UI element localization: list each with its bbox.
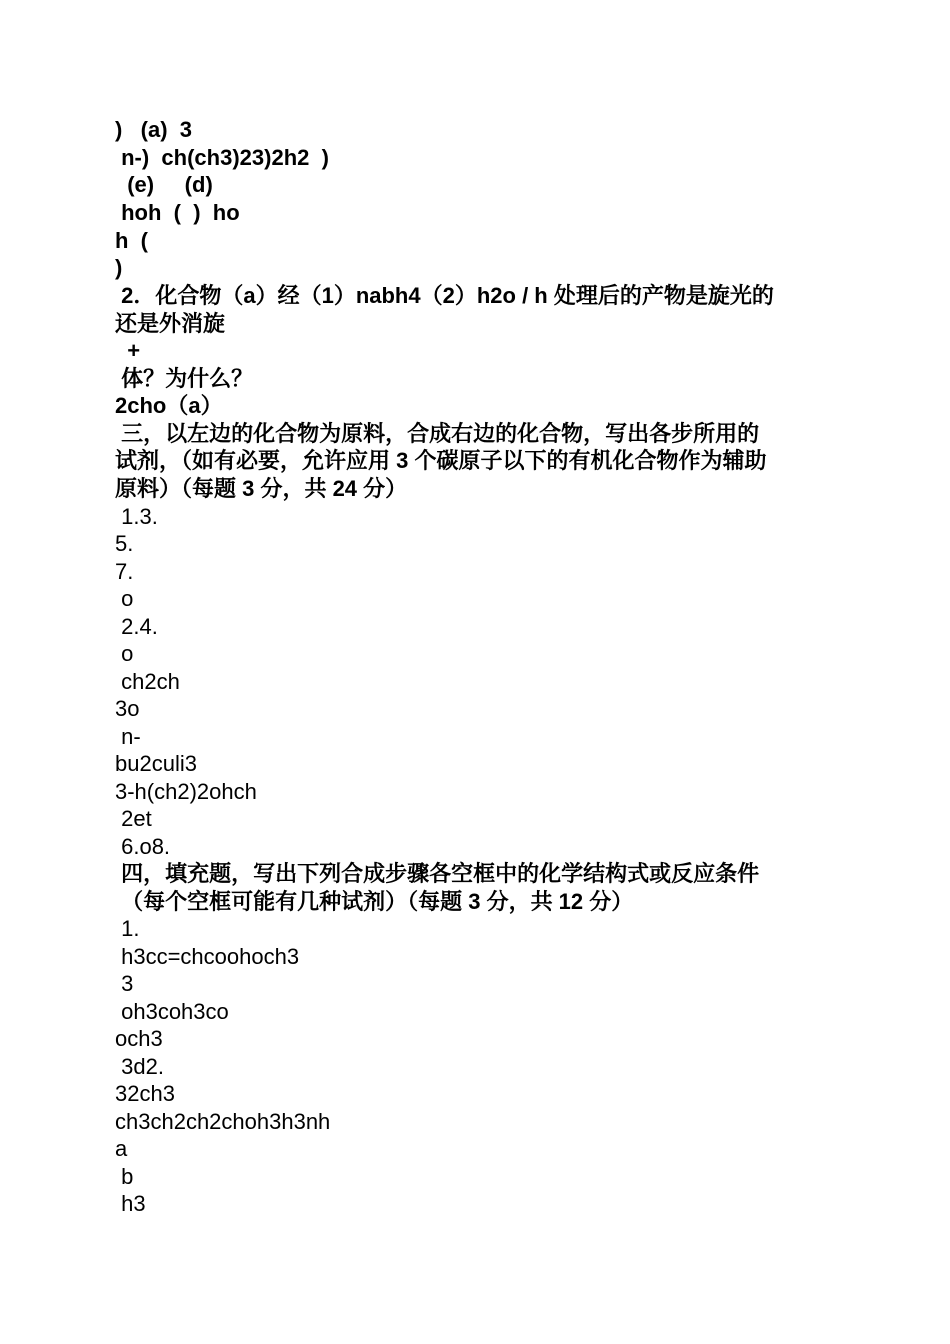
text-line-4: hoh ( ) ho <box>115 200 240 225</box>
text-line-18: o <box>115 586 134 611</box>
text-line-31: h3cc=chcoohoch3 <box>115 944 300 969</box>
text-line-10: 体？为什么？ <box>115 366 254 391</box>
text-line-32: 3 <box>115 971 134 996</box>
text-line-27: 6.o8. <box>115 834 171 859</box>
text-line-3: (e) (d) <box>115 172 213 197</box>
text-line-36: 32ch3 <box>115 1081 175 1106</box>
text-line-35: 3d2. <box>115 1054 164 1079</box>
text-line-34: och3 <box>115 1026 163 1051</box>
text-line-29: （每个空框可能有几种试剂）（每题 3 分，共 12 分） <box>115 889 634 914</box>
text-line-15: 1.3. <box>115 504 158 529</box>
text-line-19: 2.4. <box>115 614 158 639</box>
text-line-25: 3-h(ch2)2ohch <box>115 779 257 804</box>
text-line-21: ch2ch <box>115 669 180 694</box>
text-line-28: 四，填充题，写出下列合成步骤各空框中的化学结构式或反应条件 <box>115 861 760 886</box>
text-line-26: 2et <box>115 806 152 831</box>
text-line-13: 试剂，（如有必要，允许应用 3 个碳原子以下的有机化合物作为辅助 <box>115 448 767 473</box>
text-line-38: a <box>115 1136 128 1161</box>
text-line-7: 2．化合物（a）经（1）nabh4（2）h2o / h 处理后的产物是旋光的 <box>115 283 774 308</box>
text-line-33: oh3coh3co <box>115 999 229 1024</box>
text-line-1: ) (a) 3 <box>115 117 193 142</box>
text-line-12: 三，以左边的化合物为原料，合成右边的化合物，写出各步所用的 <box>115 421 760 446</box>
text-line-39: b <box>115 1164 134 1189</box>
text-line-5: h ( <box>115 228 148 253</box>
text-line-22: 3o <box>115 696 140 721</box>
text-line-11: 2cho（a） <box>115 393 223 418</box>
text-line-14: 原料）（每题 3 分，共 24 分） <box>115 476 408 501</box>
text-line-2: n-) ch(ch3)23)2h2 ) <box>115 145 329 170</box>
text-line-16: 5. <box>115 531 134 556</box>
text-line-9: + <box>115 338 141 363</box>
text-line-24: bu2culi3 <box>115 751 197 776</box>
text-line-6: ) <box>115 255 123 280</box>
text-line-37: ch3ch2ch2choh3h3nh <box>115 1109 331 1134</box>
text-line-8: 还是外消旋 <box>115 311 226 336</box>
text-line-17: 7. <box>115 559 134 584</box>
text-line-40: h3 <box>115 1191 146 1216</box>
text-line-23: n- <box>115 724 141 749</box>
text-line-30: 1. <box>115 916 140 941</box>
text-line-20: o <box>115 641 134 666</box>
